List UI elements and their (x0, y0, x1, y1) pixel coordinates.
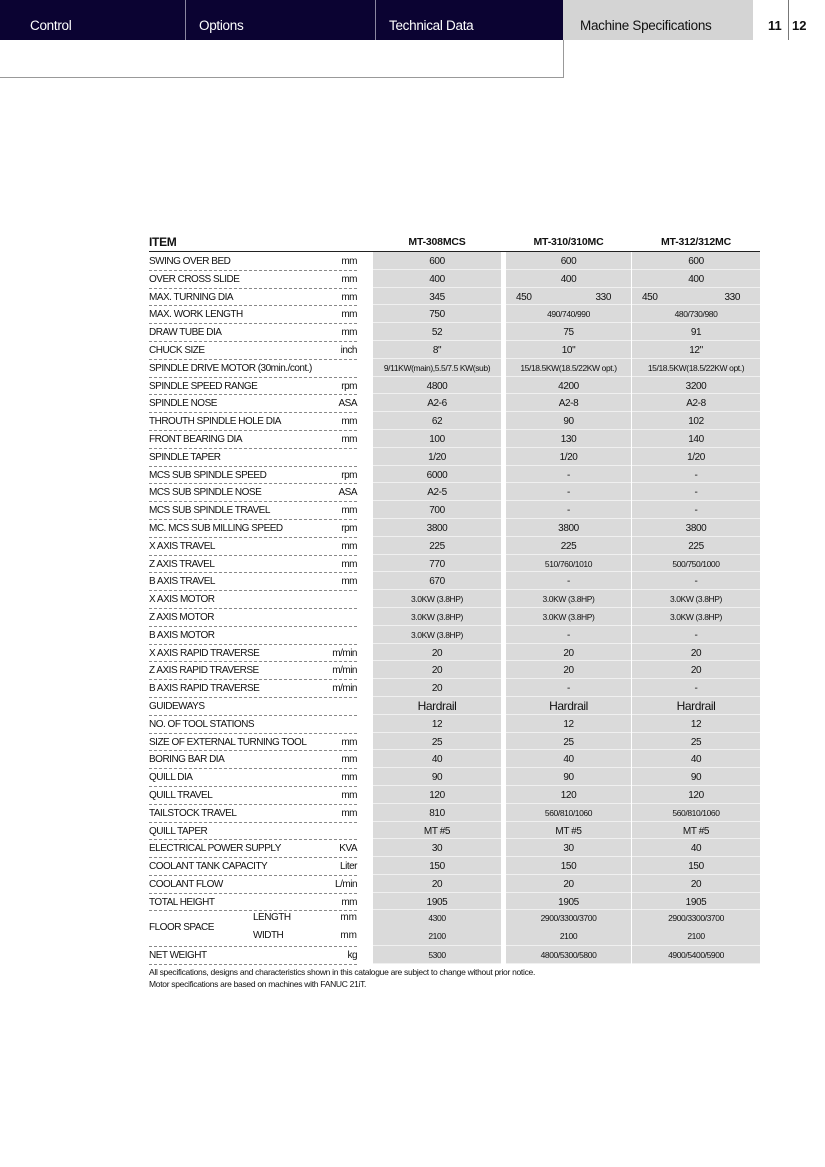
table-cell: 3800 (373, 519, 501, 537)
footnote: All specifications, designs and characteristics shown in this catalogue are subject to change without prior notice. (149, 967, 536, 977)
row-unit: mm (341, 540, 357, 552)
row-label-cell (149, 448, 357, 467)
row-label-cell (149, 252, 357, 271)
table-cell: 225 (506, 537, 631, 555)
row-label-cell (149, 501, 357, 520)
page-number-left: 11 (768, 18, 782, 33)
table-cell: MT #5 (373, 822, 501, 840)
row-unit: L/min (335, 878, 357, 890)
table-cell: 40 (373, 750, 501, 768)
row-label-cell (149, 857, 357, 876)
row-unit: mm (341, 416, 357, 428)
row-unit: mm (341, 772, 357, 784)
table-cell: 25 (632, 733, 760, 751)
row-label: MAX. TURNING DIA (149, 291, 234, 303)
table-cell: 1905 (506, 893, 631, 911)
table-cell: 75 (506, 323, 631, 341)
table-cell: 4800 (373, 377, 501, 395)
row-label: GUIDEWAYS (149, 700, 205, 712)
table-cell: 225 (632, 537, 760, 555)
table-row (149, 679, 760, 697)
table-cell: 140 (632, 430, 760, 448)
cell-value: 4300 (428, 913, 446, 924)
table-cell: 560/810/1060 (506, 804, 631, 822)
row-unit: mm (340, 930, 357, 942)
cell-value: 330 (724, 291, 740, 303)
row-label: THROUTH SPINDLE HOLE DIA (149, 416, 281, 428)
table-cell: 3.0KW (3.8HP) (632, 590, 760, 608)
row-label: Z AXIS TRAVEL (149, 558, 215, 570)
table-row (149, 750, 760, 768)
table-cell: A2-8 (506, 394, 631, 412)
table-cell: 1/20 (506, 448, 631, 466)
table-cell: 3800 (506, 519, 631, 537)
row-unit: m/min (332, 683, 357, 695)
row-label-cell (149, 946, 357, 965)
table-cell: 30 (506, 839, 631, 857)
table-row (149, 252, 760, 270)
table-cell (506, 288, 631, 306)
table-cell: 400 (506, 270, 631, 288)
row-label: SPINDLE TAPER (149, 451, 221, 463)
table-row (149, 394, 760, 412)
row-label-cell (149, 644, 357, 663)
table-cell: 770 (373, 555, 501, 573)
table-cell: 150 (632, 857, 760, 875)
floor-space-label-cell (149, 910, 357, 947)
table-cell: 20 (632, 661, 760, 679)
row-label: TAILSTOCK TRAVEL (149, 807, 237, 819)
row-label-cell (149, 786, 357, 805)
table-row (149, 341, 760, 359)
row-unit: mm (341, 433, 357, 445)
row-label-cell (149, 804, 357, 823)
row-unit: mm (341, 558, 357, 570)
tab-machine-specifications-label: Machine Specifications (580, 18, 712, 33)
row-label: X AXIS RAPID TRAVERSE (149, 647, 260, 659)
table-cell: 20 (632, 644, 760, 662)
header-rule-vertical (563, 40, 564, 78)
row-label-cell (149, 875, 357, 894)
row-label: DRAW TUBE DIA (149, 327, 222, 339)
header-rule (0, 77, 563, 78)
cell-value: 2900/3300/3700 (540, 913, 597, 924)
table-cell (632, 288, 760, 306)
cell-value: 450 (516, 291, 532, 303)
row-label-cell (149, 679, 357, 698)
table-cell: 510/760/1010 (506, 555, 631, 573)
row-label-cell (149, 661, 357, 680)
row-label: MCS SUB SPINDLE TRAVEL (149, 505, 270, 517)
table-cell: - (506, 466, 631, 484)
row-label: NO. OF TOOL STATIONS (149, 718, 255, 730)
row-label: QUILL TAPER (149, 825, 208, 837)
row-label-cell (149, 359, 357, 378)
table-cell: 40 (506, 750, 631, 768)
row-unit: m/min (332, 665, 357, 677)
row-label-cell (149, 590, 357, 609)
row-unit: rpm (341, 469, 357, 481)
table-cell: - (506, 679, 631, 697)
table-row (149, 501, 760, 519)
row-label-cell (149, 733, 357, 752)
row-label: SIZE OF EXTERNAL TURNING TOOL (149, 736, 307, 748)
table-cell: - (506, 483, 631, 501)
table-cell: 3.0KW (3.8HP) (373, 590, 501, 608)
row-unit: m/min (332, 647, 357, 659)
table-cell: 1905 (373, 893, 501, 911)
row-label-cell (149, 483, 357, 502)
table-cell: 20 (506, 644, 631, 662)
row-unit: mm (341, 256, 357, 267)
cell-value: 2100 (687, 931, 705, 942)
tab-control[interactable]: Control (30, 18, 72, 33)
table-cell: 150 (373, 857, 501, 875)
table-cell: 20 (506, 661, 631, 679)
table-header (149, 234, 760, 252)
row-label-cell (149, 822, 357, 841)
top-navigation-bar (0, 0, 563, 40)
table-cell: 20 (632, 875, 760, 893)
table-row (149, 875, 760, 893)
table-cell: Hardrail (373, 697, 501, 715)
row-unit: rpm (341, 380, 357, 392)
row-unit: mm (341, 754, 357, 766)
table-row (149, 359, 760, 377)
floor-space-cell (506, 910, 631, 946)
table-cell: 20 (373, 644, 501, 662)
table-cell: 15/18.5KW(18.5/22KW opt.) (506, 359, 631, 377)
row-label-cell (149, 750, 357, 769)
row-label: QUILL TRAVEL (149, 789, 213, 801)
row-label-cell (149, 305, 357, 324)
table-cell: 5300 (373, 946, 501, 964)
table-cell: 225 (373, 537, 501, 555)
table-cell: 102 (632, 412, 760, 430)
row-label: Z AXIS MOTOR (149, 611, 214, 623)
row-label: SWING OVER BED (149, 256, 231, 267)
table-cell: 750 (373, 305, 501, 323)
row-unit: ASA (338, 487, 357, 499)
table-cell: 3.0KW (3.8HP) (506, 590, 631, 608)
table-cell: 20 (373, 679, 501, 697)
row-sublabel: LENGTH (253, 912, 291, 924)
table-cell: - (632, 466, 760, 484)
table-cell: 150 (506, 857, 631, 875)
table-row (149, 697, 760, 715)
table-cell: 345 (373, 288, 501, 306)
table-cell: 10" (506, 341, 631, 359)
page-number-divider (788, 0, 789, 40)
table-row (149, 305, 760, 323)
row-label-cell (149, 430, 357, 449)
row-unit: Liter (340, 861, 357, 873)
model-header: MT-310/310MC (533, 236, 604, 248)
row-unit: mm (341, 291, 357, 303)
table-cell: A2-5 (373, 483, 501, 501)
table-row (149, 483, 760, 501)
table-cell: 3.0KW (3.8HP) (506, 608, 631, 626)
row-label-cell (149, 270, 357, 289)
row-label-cell (149, 466, 357, 485)
row-label-cell (149, 323, 357, 342)
table-cell: MT #5 (506, 822, 631, 840)
table-cell: 3.0KW (3.8HP) (373, 608, 501, 626)
cell-value: 2100 (559, 931, 578, 942)
table-cell: 90 (506, 412, 631, 430)
row-label: SPINDLE DRIVE MOTOR (30min./cont.) (149, 362, 312, 374)
row-label: CHUCK SIZE (149, 344, 205, 356)
table-cell: MT #5 (632, 822, 760, 840)
row-label: B AXIS TRAVEL (149, 576, 215, 588)
table-row (149, 804, 760, 822)
table-cell: - (506, 501, 631, 519)
row-label-cell (149, 608, 357, 627)
row-label: COOLANT TANK CAPACITY (149, 861, 268, 873)
table-row (149, 448, 760, 466)
table-cell: 120 (632, 786, 760, 804)
table-row (149, 839, 760, 857)
table-cell: 1/20 (373, 448, 501, 466)
table-cell: 4200 (506, 377, 631, 395)
cell-value: 330 (595, 291, 611, 303)
row-label: SPINDLE NOSE (149, 398, 217, 410)
table-row (149, 768, 760, 786)
table-cell: 40 (632, 839, 760, 857)
table-cell: - (506, 572, 631, 590)
model-header: MT-308MCS (408, 236, 466, 248)
row-label-cell (149, 626, 357, 645)
row-label-cell (149, 555, 357, 574)
row-unit: ASA (338, 398, 357, 410)
row-label-cell (149, 341, 357, 360)
table-cell: 12 (632, 715, 760, 733)
row-label: B AXIS RAPID TRAVERSE (149, 683, 260, 695)
row-unit: rpm (341, 522, 357, 534)
table-row (149, 893, 760, 911)
table-cell: - (632, 483, 760, 501)
table-cell: 90 (373, 768, 501, 786)
table-row (149, 466, 760, 484)
row-label-cell (149, 288, 357, 307)
table-cell: 810 (373, 804, 501, 822)
table-cell: - (632, 679, 760, 697)
table-row (149, 377, 760, 395)
table-cell: 52 (373, 323, 501, 341)
row-unit: mm (341, 505, 357, 517)
row-label-cell (149, 839, 357, 858)
row-unit: mm (341, 309, 357, 321)
table-row (149, 430, 760, 448)
table-row (149, 626, 760, 644)
table-row (149, 270, 760, 288)
row-unit: mm (341, 896, 357, 908)
specifications-table (149, 234, 760, 964)
row-label: TOTAL HEIGHT (149, 896, 215, 908)
table-row (149, 946, 760, 964)
table-cell: 8" (373, 341, 501, 359)
table-cell: 1905 (632, 893, 760, 911)
item-header: ITEM (149, 235, 177, 249)
row-label-cell (149, 519, 357, 538)
table-cell: 3800 (632, 519, 760, 537)
table-row (149, 857, 760, 875)
row-label: MC. MCS SUB MILLING SPEED (149, 522, 283, 534)
table-cell: 30 (373, 839, 501, 857)
table-cell: 120 (506, 786, 631, 804)
row-label-cell (149, 697, 357, 716)
floor-space-cell (373, 910, 501, 946)
table-cell: 130 (506, 430, 631, 448)
table-row (149, 733, 760, 751)
table-cell: 600 (506, 252, 631, 270)
row-label: X AXIS MOTOR (149, 594, 215, 606)
table-cell: 20 (373, 875, 501, 893)
row-label-cell (149, 893, 357, 912)
table-cell: 670 (373, 572, 501, 590)
table-cell: 400 (373, 270, 501, 288)
table-cell: A2-8 (632, 394, 760, 412)
tab-technical-data[interactable]: Technical Data (389, 18, 474, 33)
row-unit: mm (341, 273, 357, 285)
tab-divider (185, 0, 186, 40)
table-cell: 12 (506, 715, 631, 733)
table-cell: 90 (506, 768, 631, 786)
table-row (149, 537, 760, 555)
cell-value: 2100 (428, 931, 446, 942)
row-label: OVER CROSS SLIDE (149, 273, 240, 285)
table-row (149, 555, 760, 573)
table-cell: - (632, 572, 760, 590)
table-row (149, 288, 760, 306)
row-label: COOLANT FLOW (149, 878, 223, 890)
table-cell: 490/740/990 (506, 305, 631, 323)
row-label: MCS SUB SPINDLE SPEED (149, 469, 267, 481)
table-cell: 1/20 (632, 448, 760, 466)
table-row (149, 661, 760, 679)
table-cell: 480/730/980 (632, 305, 760, 323)
row-label: SPINDLE SPEED RANGE (149, 380, 258, 392)
row-label: MAX. WORK LENGTH (149, 309, 243, 321)
table-row (149, 715, 760, 733)
row-unit: mm (341, 736, 357, 748)
table-cell: 20 (373, 661, 501, 679)
table-row (149, 608, 760, 626)
table-cell: 120 (373, 786, 501, 804)
table-cell: - (632, 626, 760, 644)
cell-value: 2900/3300/3700 (668, 913, 724, 924)
tab-machine-specifications[interactable] (563, 0, 753, 40)
row-label: X AXIS TRAVEL (149, 540, 215, 552)
row-unit: mm (341, 789, 357, 801)
row-unit: mm (340, 912, 357, 924)
cell-value: 450 (642, 291, 658, 303)
table-cell: 12" (632, 341, 760, 359)
table-cell: 12 (373, 715, 501, 733)
row-label: BORING BAR DIA (149, 754, 225, 766)
row-label: ELECTRICAL POWER SUPPLY (149, 843, 281, 855)
row-label: FLOOR SPACE (149, 922, 214, 934)
floor-space-row (149, 910, 760, 946)
row-label: Z AXIS RAPID TRAVERSE (149, 665, 259, 677)
row-unit: KVA (339, 843, 357, 855)
table-cell: 6000 (373, 466, 501, 484)
table-cell: 20 (506, 875, 631, 893)
table-cell: - (632, 501, 760, 519)
row-label-cell (149, 572, 357, 591)
row-label: MCS SUB SPINDLE NOSE (149, 487, 262, 499)
table-cell: 4900/5400/5900 (632, 946, 760, 964)
table-row (149, 323, 760, 341)
table-cell: 600 (373, 252, 501, 270)
table-cell: 25 (506, 733, 631, 751)
table-cell: 25 (373, 733, 501, 751)
row-label-cell (149, 394, 357, 413)
table-cell: 560/810/1060 (632, 804, 760, 822)
table-cell: 40 (632, 750, 760, 768)
model-header: MT-312/312MC (661, 236, 731, 248)
table-cell: 3.0KW (3.8HP) (632, 608, 760, 626)
table-row (149, 519, 760, 537)
tab-divider (375, 0, 376, 40)
table-cell: - (506, 626, 631, 644)
row-label: FRONT BEARING DIA (149, 433, 242, 445)
row-label-cell (149, 377, 357, 396)
table-cell: 62 (373, 412, 501, 430)
row-unit: mm (341, 327, 357, 339)
table-cell: 90 (632, 768, 760, 786)
row-label-cell (149, 537, 357, 556)
page-number-right: 12 (792, 18, 807, 33)
row-label: QUILL DIA (149, 772, 193, 784)
floor-space-cell (632, 910, 760, 946)
table-row (149, 572, 760, 590)
table-cell: Hardrail (632, 697, 760, 715)
table-cell: 3.0KW (3.8HP) (373, 626, 501, 644)
row-unit: kg (347, 950, 357, 962)
table-cell: 500/750/1000 (632, 555, 760, 573)
table-row (149, 590, 760, 608)
row-label: B AXIS MOTOR (149, 629, 215, 641)
table-cell: 400 (632, 270, 760, 288)
row-label-cell (149, 715, 357, 734)
row-sublabel: WIDTH (253, 930, 284, 942)
table-cell: 91 (632, 323, 760, 341)
table-row (149, 644, 760, 662)
table-cell: 9/11KW(main),5.5/7.5 KW(sub) (373, 359, 501, 377)
table-row (149, 822, 760, 840)
table-cell: 15/18.5KW(18.5/22KW opt.) (632, 359, 760, 377)
table-cell: 700 (373, 501, 501, 519)
footnote: Motor specifications are based on machines with FANUC 21iT. (149, 979, 367, 989)
tab-options[interactable]: Options (199, 18, 244, 33)
row-label-cell (149, 768, 357, 787)
row-unit: mm (341, 576, 357, 588)
table-cell: 4800/5300/5800 (506, 946, 631, 964)
table-row (149, 786, 760, 804)
row-label-cell (149, 412, 357, 431)
table-cell: 3200 (632, 377, 760, 395)
table-row (149, 412, 760, 430)
table-cell: 600 (632, 252, 760, 270)
table-cell: 100 (373, 430, 501, 448)
row-unit: inch (340, 344, 357, 356)
row-label: NET WEIGHT (149, 950, 207, 962)
table-cell: A2-6 (373, 394, 501, 412)
row-unit: mm (341, 807, 357, 819)
table-cell: Hardrail (506, 697, 631, 715)
